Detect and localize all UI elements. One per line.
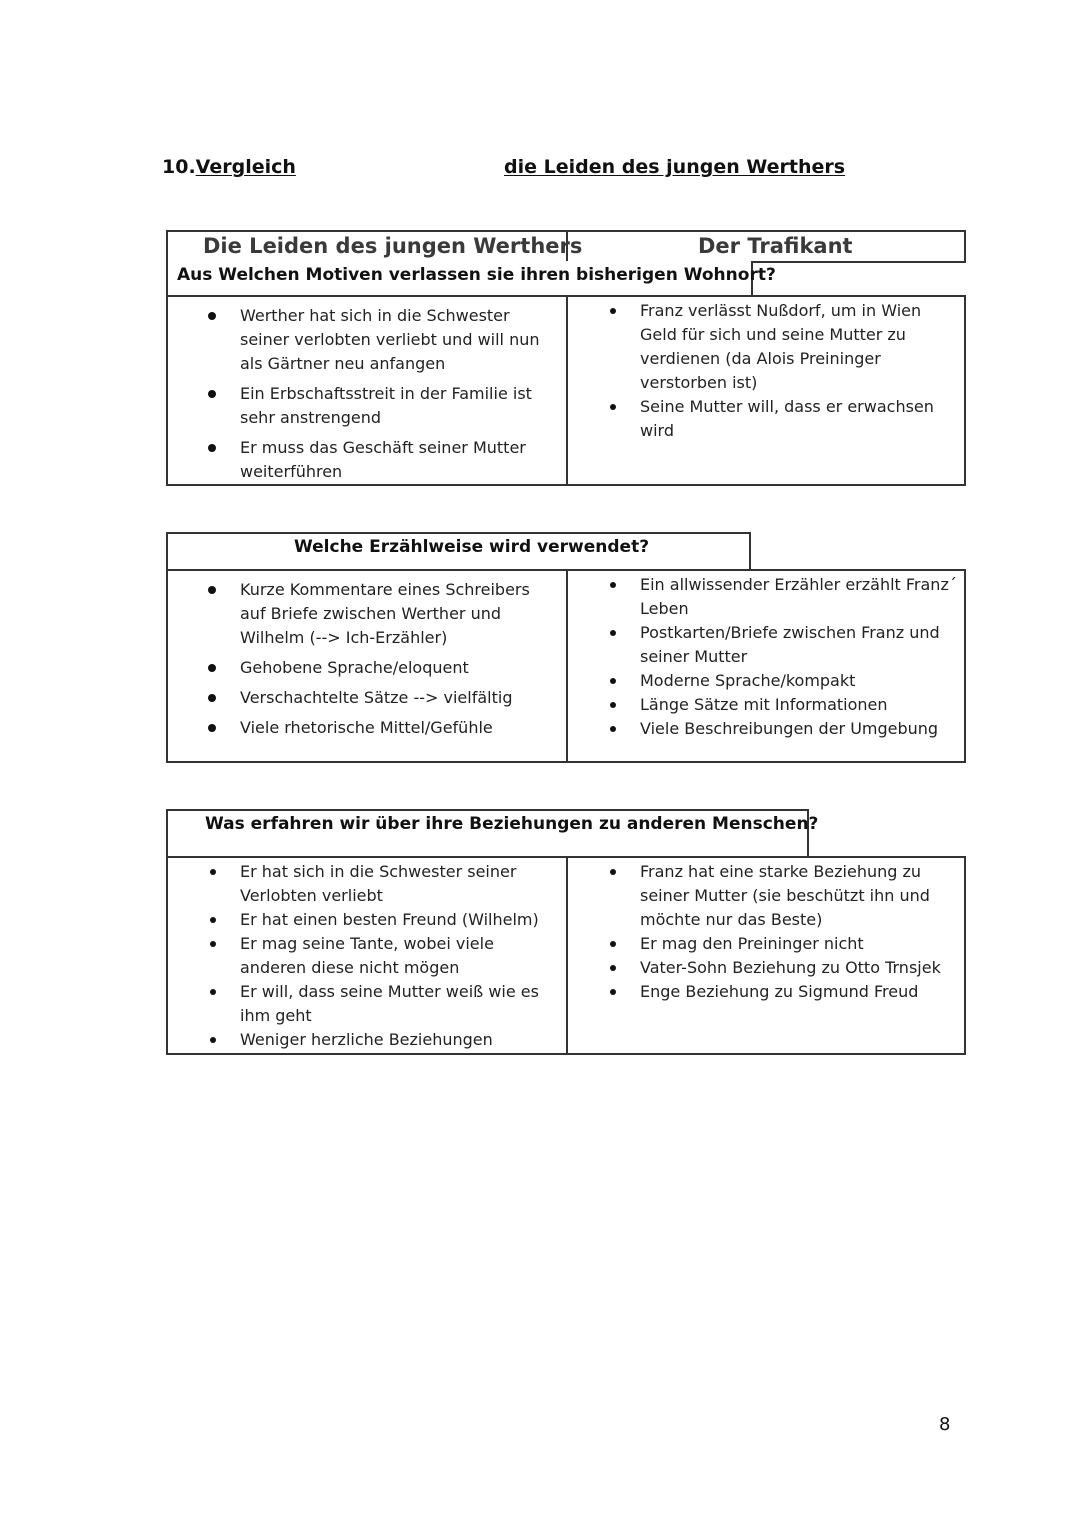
bullet-icon	[210, 1037, 216, 1043]
list-item: Werther hat sich in die Schwester seiner verlobten verliebt und will nun als Gärtner neu anfangen	[240, 304, 550, 376]
list-item: Er hat einen besten Freund (Wilhelm)	[240, 908, 550, 932]
bullet-icon	[610, 404, 616, 410]
bullet-icon	[210, 941, 216, 947]
section-title: Vergleich	[195, 156, 296, 178]
right-column	[640, 299, 950, 443]
divider	[566, 856, 568, 1055]
bullet-icon	[610, 869, 616, 875]
section-heading	[162, 156, 296, 178]
bullet-icon	[610, 308, 616, 314]
bullet-icon	[208, 312, 216, 320]
section-number: 10.	[162, 156, 196, 178]
bullet-icon	[610, 941, 616, 947]
list-item: Länge Sätze mit Informationen	[640, 693, 958, 717]
left-column	[240, 304, 550, 490]
divider	[751, 261, 966, 263]
bullet-icon	[208, 444, 216, 452]
list-item: Moderne Sprache/kompakt	[640, 669, 958, 693]
divider	[566, 295, 568, 486]
list-item: Er hat sich in die Schwester seiner Verlobten verliebt	[240, 860, 550, 908]
list-item: Seine Mutter will, dass er erwachsen wird	[640, 395, 950, 443]
question-motives: Aus Welchen Motiven verlassen sie ihren bisherigen Wohnort?	[177, 265, 776, 285]
book-title-heading: die Leiden des jungen Werthers	[504, 156, 846, 178]
left-column	[240, 860, 550, 1052]
list-item: Er muss das Geschäft seiner Mutter weiterführen	[240, 436, 550, 484]
bullet-icon	[208, 664, 216, 672]
list-item: Franz hat eine starke Beziehung zu seiner Mutter (sie beschützt ihn und möchte nur das Beste)	[640, 860, 950, 932]
list-item: Enge Beziehung zu Sigmund Freud	[640, 980, 950, 1004]
bullet-icon	[610, 702, 616, 708]
divider	[566, 569, 568, 763]
question-relationships: Was erfahren wir über ihre Beziehungen zu anderen Menschen?	[205, 814, 819, 834]
list-item: Viele rhetorische Mittel/Gefühle	[240, 716, 560, 740]
bullet-icon	[610, 582, 616, 588]
right-column	[640, 860, 950, 1004]
question-narration: Welche Erzählweise wird verwendet?	[294, 537, 650, 557]
list-item: Vater-Sohn Beziehung zu Otto Trnsjek	[640, 956, 950, 980]
list-item: Er mag seine Tante, wobei viele anderen diese nicht mögen	[240, 932, 550, 980]
bullet-icon	[208, 724, 216, 732]
list-item: Er will, dass seine Mutter weiß wie es ihm geht	[240, 980, 550, 1028]
header-werther: Die Leiden des jungen Werthers	[203, 234, 583, 258]
list-item: Ein Erbschaftsstreit in der Familie ist sehr anstrengend	[240, 382, 550, 430]
list-item: Postkarten/Briefe zwischen Franz und seiner Mutter	[640, 621, 958, 669]
bullet-icon	[610, 678, 616, 684]
list-item: Verschachtelte Sätze --> vielfältig	[240, 686, 560, 710]
bullet-icon	[610, 989, 616, 995]
bullet-icon	[210, 869, 216, 875]
bullet-icon	[610, 726, 616, 732]
list-item: Ein allwissender Erzähler erzählt Franz´ Leben	[640, 573, 958, 621]
list-item: Kurze Kommentare eines Schreibers auf Briefe zwischen Werther und Wilhelm (--> Ich-Erzähler)	[240, 578, 560, 650]
left-column	[240, 578, 560, 746]
list-item: Gehobene Sprache/eloquent	[240, 656, 560, 680]
bullet-icon	[208, 586, 216, 594]
header-trafikant: Der Trafikant	[698, 234, 853, 258]
list-item: Franz verlässt Nußdorf, um in Wien Geld für sich und seine Mutter zu verdienen (da Alois Preininger verstorben ist)	[640, 299, 950, 395]
bullet-icon	[210, 917, 216, 923]
page-number: 8	[939, 1414, 951, 1435]
bullet-icon	[208, 694, 216, 702]
bullet-icon	[610, 965, 616, 971]
bullet-icon	[208, 390, 216, 398]
right-column	[640, 573, 958, 741]
list-item: Er mag den Preininger nicht	[640, 932, 950, 956]
list-item: Weniger herzliche Beziehungen	[240, 1028, 550, 1052]
bullet-icon	[210, 989, 216, 995]
list-item: Viele Beschreibungen der Umgebung	[640, 717, 958, 741]
bullet-icon	[610, 630, 616, 636]
